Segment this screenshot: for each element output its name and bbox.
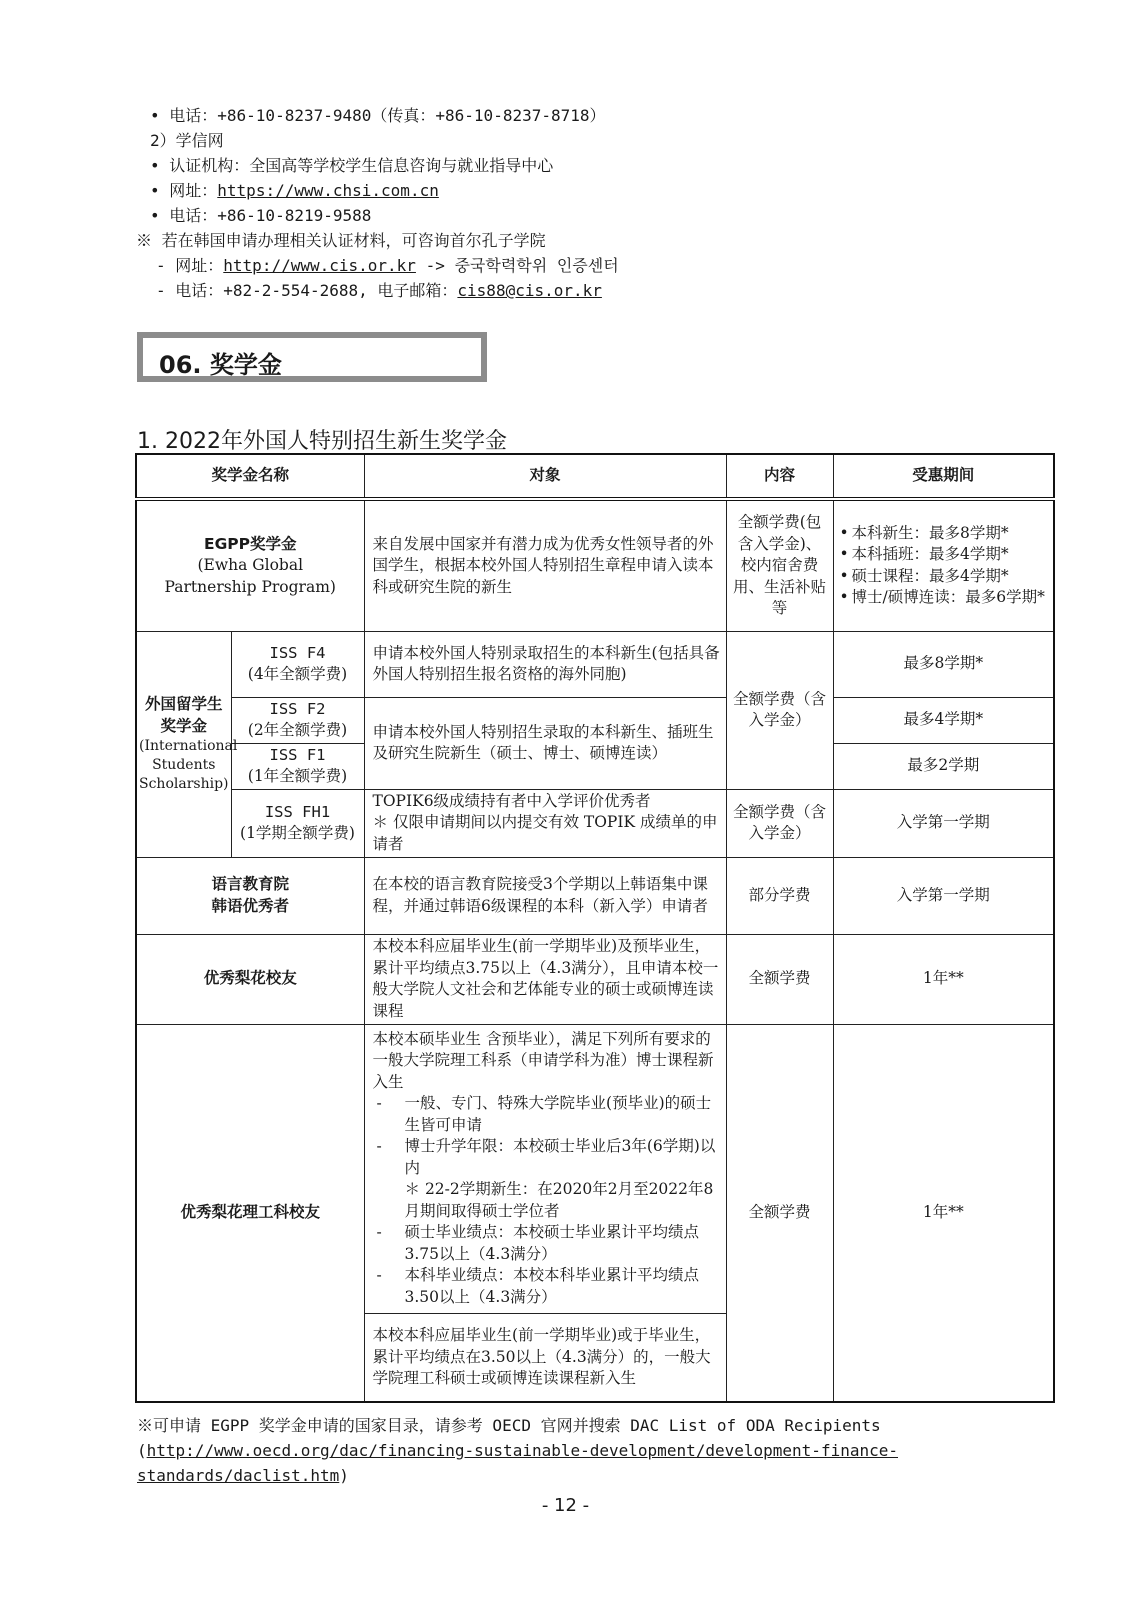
alumni-target: 本校本科应届毕业生(前一学期毕业)及预毕业生，累计平均绩点3.75以上（4.3满分），且申请本校一般大学院人文社会和艺体能专业的硕士或硕博连读课程 xyxy=(364,934,726,1024)
footnote-text: ※可申请 EGPP 奖学金申请的国家目录，请参考 OECD 官网并搜索 DAC List of ODA Recipients xyxy=(137,1416,881,1435)
iss-f1-period: 最多2学期 xyxy=(833,743,1054,789)
egpp-name-en-2: Partnership Program) xyxy=(164,577,336,596)
iss-f1-sub: (1年全额学费) xyxy=(247,767,348,785)
footnote-link-line-2 xyxy=(137,1463,898,1488)
header-target: 对象 xyxy=(364,454,726,499)
stem-target xyxy=(364,1024,726,1313)
stem-target-intro: 本校本硕毕业生 含预毕业），满足下列所有要求的一般大学院理工科系（申请学科为准）博士课程新入生 xyxy=(372,1029,714,1091)
table-header-row xyxy=(136,454,1054,499)
iss-group-cell xyxy=(136,631,238,857)
cis-tel-label: - 电话：+82-2-554-2688, 电子邮箱： xyxy=(156,281,458,300)
iss-fh1-target-1: TOPIK6级成绩持有者中入学评价优秀者 xyxy=(372,791,651,810)
iss-fh1-cell xyxy=(231,789,364,857)
lang-target: 在本校的语言教育院接受3个学期以上韩语集中课程，并通过韩语6级课程的本科（新入学）申请者 xyxy=(364,857,726,934)
iss-f4-name: ISS F4 xyxy=(269,643,326,662)
header-name: 奖学金名称 xyxy=(136,454,364,499)
lang-period: 入学第一学期 xyxy=(833,857,1054,934)
iss-f4-sub: (4年全额学费) xyxy=(247,665,348,683)
iss-group-name: 外国留学生奖学金 xyxy=(144,695,223,735)
iss-fh1-name: ISS FH1 xyxy=(264,802,331,821)
alumni-period: 1年** xyxy=(833,934,1054,1024)
cis-web-line xyxy=(150,253,619,278)
stem-name: 优秀梨花理工科校友 xyxy=(136,1024,364,1402)
iss-f4-cell xyxy=(231,631,364,697)
section-title: 06. 奖学金 xyxy=(159,351,282,379)
lang-name-2: 韩语优秀者 xyxy=(211,896,290,915)
egpp-target: 来自发展中国家并有潜力成为优秀女性领导者的外国学生，根据本校外国人特别招生章程申请入读本科或研究生院的新生 xyxy=(364,499,726,631)
table-row xyxy=(136,499,1054,631)
item2-title: 2）学信网 xyxy=(150,131,224,150)
iss-f2-sub: (2年全额学费) xyxy=(247,721,348,739)
table-row xyxy=(136,857,1054,934)
cis-tel-line xyxy=(150,278,619,303)
iss-fh1-period: 入学第一学期 xyxy=(833,789,1054,857)
table-row xyxy=(136,631,1054,697)
website-label: • 网址： xyxy=(150,181,218,200)
chsi-link[interactable]: https://www.chsi.com.cn xyxy=(217,181,439,200)
iss-group-en: (International Students Scholarship) xyxy=(139,738,238,792)
cis-web-suffix: -> 중국학력학위 인증센터 xyxy=(415,256,619,275)
iss-f1-cell xyxy=(231,743,364,789)
footnote-open-paren: ( xyxy=(137,1441,147,1460)
section-box xyxy=(137,332,487,382)
iss-f4-target: 申请本校外国人特别录取招生的本科新生(包括具备外国人特别招生报名资格的海外同胞) xyxy=(364,631,726,697)
page-number: - 12 - xyxy=(541,1495,590,1516)
list-item: • 本科新生：最多8学期* xyxy=(838,523,1050,545)
cert-org: • 认证机构：全国高等学校学生信息咨询与就业指导中心 xyxy=(150,156,554,175)
iss-fh1-target-2: ＊ 仅限申请期间以内提交有效 TOPIK 成绩单的申请者 xyxy=(372,813,718,853)
oecd-link-cont[interactable]: standards/daclist.htm xyxy=(137,1466,340,1485)
stem-target-b1: - 一般、专门、特殊大学院毕业(预毕业)的硕士生皆可申请 xyxy=(373,1093,722,1136)
phone-line: • 电话：+86-10-8237-9480（传真：+86-10-8237-8718） xyxy=(150,106,606,125)
subsection-title: 1. 2022年外国人特别招生新生奖学金 xyxy=(137,429,507,454)
iss-fh1-content: 全额学费（含入学金） xyxy=(726,789,833,857)
list-item: • 本科插班：最多4学期* xyxy=(838,544,1050,566)
alumni-name: 优秀梨花校友 xyxy=(136,934,364,1024)
lang-name-cell xyxy=(136,857,364,934)
lang-name-1: 语言教育院 xyxy=(211,875,290,893)
cis-email-link[interactable]: cis88@cis.or.kr xyxy=(457,281,602,300)
stem-target-b3: - 硕士毕业绩点：本校硕士毕业累计平均绩点3.75以上（4.3满分） xyxy=(373,1222,722,1265)
cis-web-label: - 网址： xyxy=(156,256,224,275)
iss-f4-period: 最多8学期* xyxy=(833,631,1054,697)
footnote-close-paren: ) xyxy=(339,1466,349,1485)
website-line xyxy=(150,178,619,203)
iss-f1-name: ISS F1 xyxy=(269,745,326,764)
iss-f2-f1-target: 申请本校外国人特别招生录取的本科新生、插班生及研究生院新生（硕士、博士、硕博连读） xyxy=(364,697,726,789)
iss-f-content: 全额学费（含入学金） xyxy=(726,631,833,789)
iss-fh1-target xyxy=(364,789,726,857)
egpp-name-en-1: (Ewha Global xyxy=(197,556,304,574)
stem-content: 全额学费 xyxy=(726,1024,833,1402)
cis-link[interactable]: http://www.cis.or.kr xyxy=(223,256,416,275)
lang-content: 部分学费 xyxy=(726,857,833,934)
stem-target-b4: - 本科毕业绩点：本校本科毕业累计平均绩点3.50以上（4.3满分） xyxy=(373,1265,722,1308)
stem-target-b2-note: ＊ 22-2学期新生：在2020年2月至2022年8月期间取得硕士学位者 xyxy=(404,1180,714,1220)
phone2: • 电话：+86-10-8219-9588 xyxy=(150,206,372,225)
egpp-name-cell xyxy=(136,499,364,631)
footnote xyxy=(137,1413,898,1488)
egpp-content: 全额学费(包含入学金)、校内宿舍费用、生活补贴等 xyxy=(726,499,833,631)
iss-f2-cell xyxy=(231,697,364,743)
list-item: • 博士/硕博连读：最多6学期* xyxy=(838,587,1050,609)
oecd-link[interactable]: http://www.oecd.org/dac/financing-sustainable-development/development-finance- xyxy=(146,1441,898,1460)
egpp-name: EGPP奖学金 xyxy=(203,534,297,553)
table-row xyxy=(136,1024,1054,1313)
scholarship-table xyxy=(135,453,1055,1403)
alumni-content: 全额学费 xyxy=(726,934,833,1024)
table-row xyxy=(136,934,1054,1024)
table-row xyxy=(136,789,1054,857)
egpp-period xyxy=(833,499,1054,631)
stem-target-2: 本校本科应届毕业生(前一学期毕业)或于毕业生，累计平均绩点在3.50以上（4.3满分）的，一般大学院理工科硕士或硕博连读课程新入生 xyxy=(364,1313,726,1402)
cis-note: ※ 若在韩国申请办理相关认证材料，可咨询首尔孔子学院 xyxy=(136,231,546,250)
iss-f2-name: ISS F2 xyxy=(269,699,326,718)
iss-fh1-sub: (1学期全额学费) xyxy=(240,824,355,842)
header-period: 受惠期间 xyxy=(833,454,1054,499)
table-row xyxy=(136,697,1054,743)
header-content: 内容 xyxy=(726,454,833,499)
contact-info xyxy=(136,103,619,303)
stem-period: 1年** xyxy=(833,1024,1054,1402)
list-item: • 硕士课程：最多4学期* xyxy=(838,566,1050,588)
iss-f2-period: 最多4学期* xyxy=(833,697,1054,743)
stem-target-b2: - 博士升学年限：本校硕士毕业后3年(6学期)以内 xyxy=(373,1136,722,1179)
footnote-link-line-1 xyxy=(137,1438,898,1463)
